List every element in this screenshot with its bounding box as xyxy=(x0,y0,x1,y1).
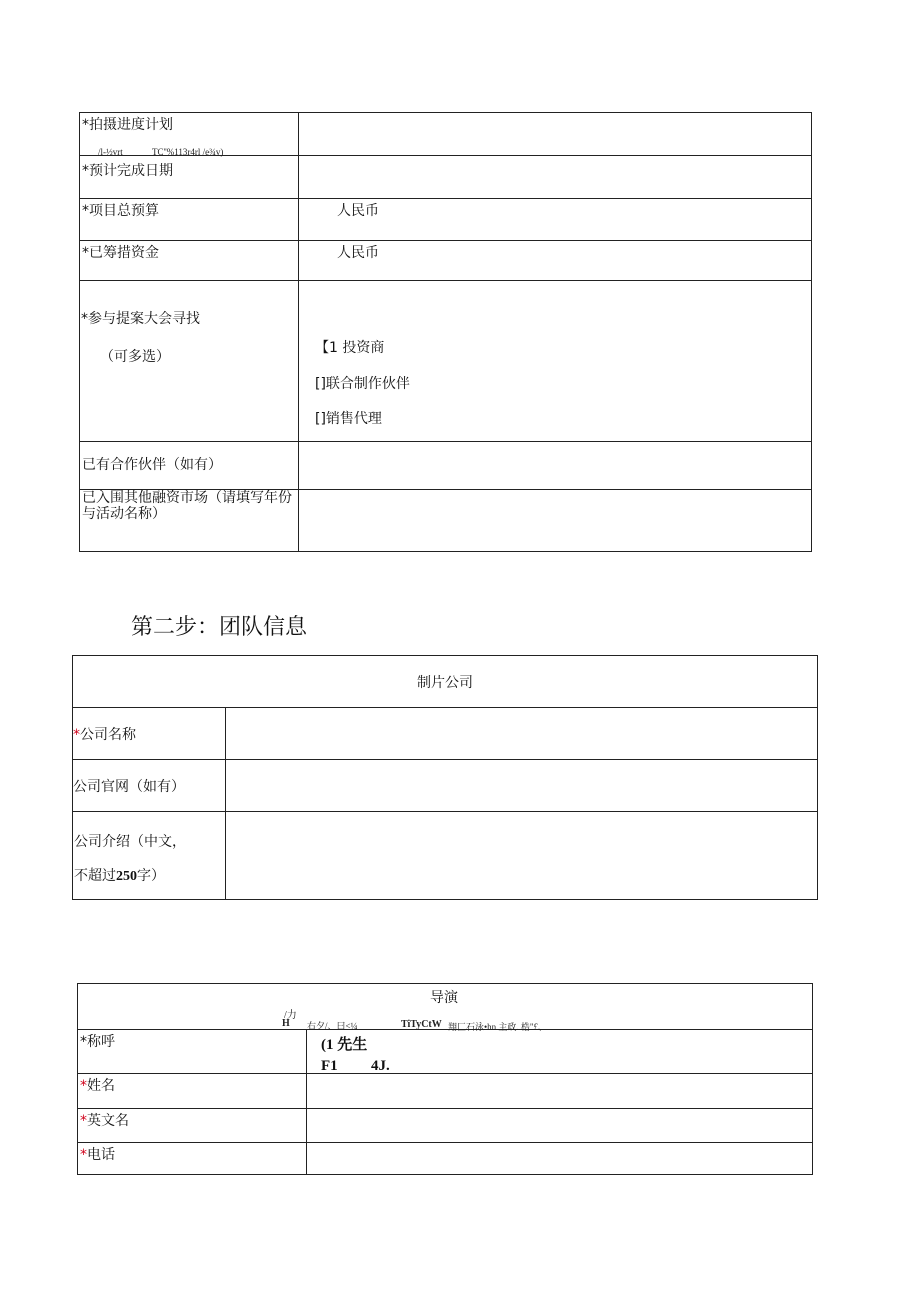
other-markets-input[interactable] xyxy=(299,490,812,552)
option-ms-glyph[interactable]: F1 xyxy=(321,1058,338,1074)
option-mr[interactable]: (1 先生 xyxy=(321,1037,368,1053)
company-header: 制片公司 xyxy=(417,674,473,691)
completion-date-input[interactable] xyxy=(299,156,812,199)
garbled-text: TC''%113r4rl /e¾v) xyxy=(152,147,224,157)
option-ms-text: 4J. xyxy=(371,1058,390,1074)
label-cell xyxy=(80,113,299,156)
director-table xyxy=(77,983,813,1175)
production-company-table xyxy=(72,655,818,900)
salutation-label: *称呼 xyxy=(80,1034,115,1050)
name-input[interactable] xyxy=(307,1074,813,1109)
garbled-text: 右夕/、曰<¼ xyxy=(307,1021,358,1031)
currency-label: 人民币 xyxy=(337,245,379,261)
garbled-text: /力 xyxy=(284,1010,297,1021)
shooting-schedule-input[interactable] xyxy=(299,113,812,156)
english-name-input[interactable] xyxy=(307,1109,813,1143)
option-sales-agent[interactable]: []销售代理 xyxy=(315,411,382,427)
name-label: *姓名 xyxy=(80,1078,115,1094)
phone-label: *电话 xyxy=(80,1147,115,1163)
company-name-input[interactable] xyxy=(226,708,818,760)
raised-funds-input[interactable] xyxy=(299,241,812,281)
currency-label: 人民币 xyxy=(337,203,379,219)
director-header: 导演 xyxy=(430,990,458,1006)
shooting-schedule-label: *拍摄进度计划 xyxy=(82,117,173,133)
english-name-label: *英文名 xyxy=(80,1113,129,1129)
garbled-text: H xyxy=(282,1018,290,1029)
other-markets-label: 已入围其他融资市场（请填写年份与活动名称） xyxy=(82,490,292,522)
salutation-options[interactable] xyxy=(307,1030,813,1074)
option-investor[interactable]: 【1 投资商 xyxy=(315,340,385,356)
company-intro-label-1: 公司介绍（中文， xyxy=(74,834,186,850)
company-website-label: 公司官网（如有） xyxy=(73,778,185,795)
total-budget-label: *项目总预算 xyxy=(82,203,159,219)
multi-select-hint: （可多选） xyxy=(100,349,170,365)
company-name-label: 公司名称 xyxy=(80,726,136,743)
total-budget-input[interactable] xyxy=(299,199,812,241)
option-coproducer[interactable]: []联合制作伙伴 xyxy=(315,376,410,392)
garbled-text: TiTyCtW xyxy=(401,1019,442,1030)
garbled-text: /l-½vrt xyxy=(98,147,123,157)
required-star: * xyxy=(73,726,80,743)
pitch-seeking-label: *参与提案大会寻找 xyxy=(81,311,200,327)
existing-partners-label: 已有合作伙伴（如有） xyxy=(82,457,222,473)
company-website-input[interactable] xyxy=(226,760,818,812)
project-info-table xyxy=(79,112,812,552)
phone-input[interactable] xyxy=(307,1143,813,1175)
company-intro-label-2: 不超过250字） xyxy=(74,868,165,884)
existing-partners-input[interactable] xyxy=(299,442,812,490)
raised-funds-label: *已筹措资金 xyxy=(82,245,159,261)
garbled-text: 翔匚石泳•hn 主政. 梏"£、 xyxy=(448,1022,548,1032)
completion-date-label: *预计完成日期 xyxy=(82,163,173,179)
section-title: 第二步：团队信息 xyxy=(131,614,308,639)
company-intro-input[interactable] xyxy=(226,812,818,900)
